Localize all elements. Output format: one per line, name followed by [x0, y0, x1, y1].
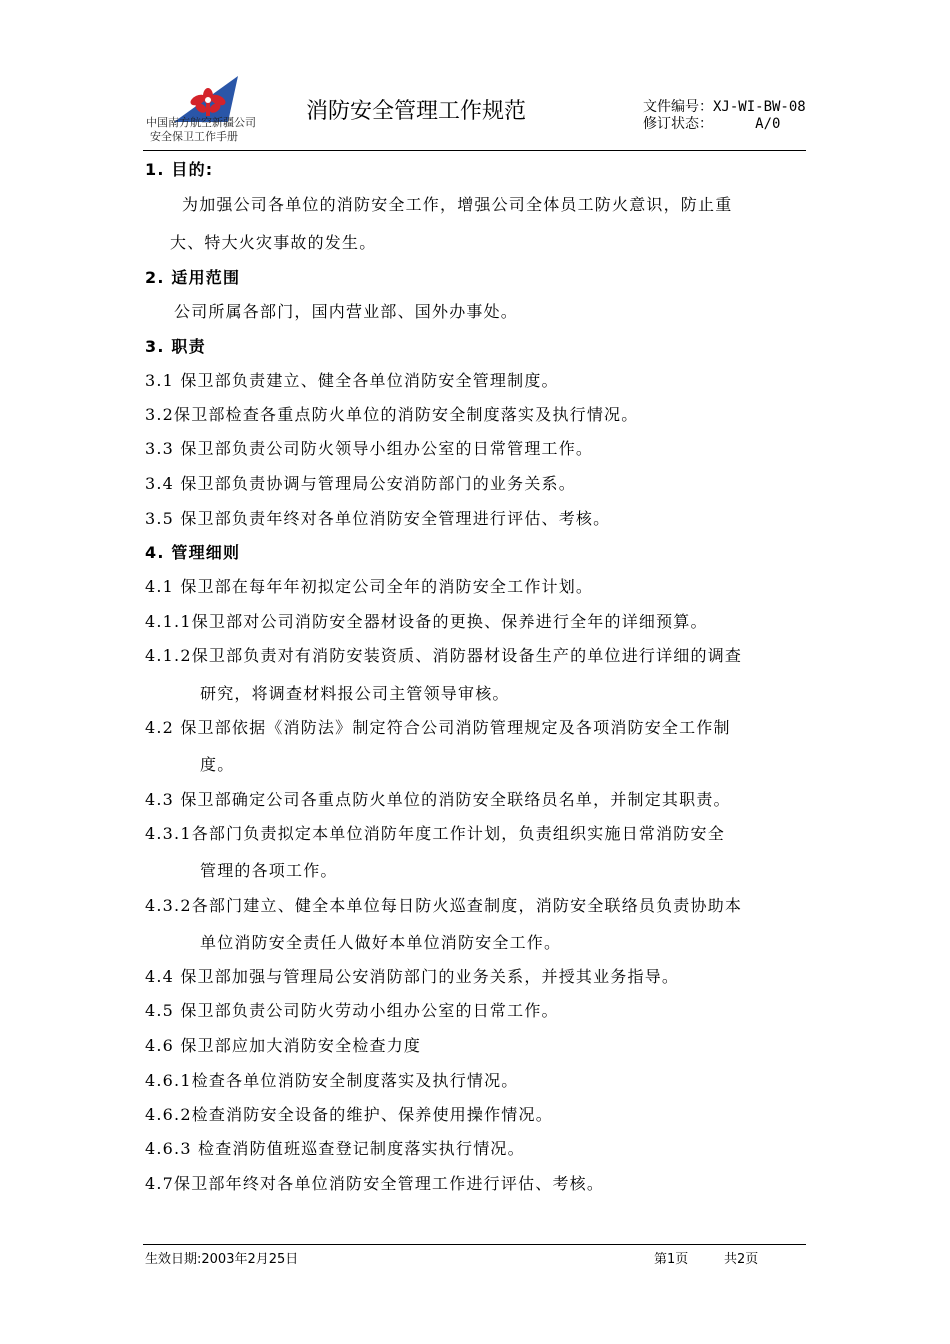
list-item-continuation: 管理的各项工作。: [200, 861, 338, 880]
list-item: 3.1 保卫部负责建立、健全各单位消防安全管理制度。: [145, 371, 559, 390]
list-item: 3.2保卫部检查各重点防火单位的消防安全制度落实及执行情况。: [145, 405, 639, 424]
manual-name: 安全保卫工作手册: [150, 130, 238, 143]
section-4-heading: 4. 管理细则: [145, 543, 241, 562]
effective-date: 生效日期:2003年2月25日: [145, 1252, 299, 1267]
page-number: 第1页: [654, 1252, 689, 1267]
list-item: 4.2 保卫部依据《消防法》制定符合公司消防管理规定及各项消防安全工作制: [145, 718, 731, 737]
header-rule: [143, 150, 806, 151]
paragraph: 大、特大火灾事故的发生。: [170, 233, 377, 252]
revision-status: 修订状态： A/0: [643, 116, 781, 132]
list-item: 4.3 保卫部确定公司各重点防火单位的消防安全联络员名单，并制定其职责。: [145, 790, 731, 809]
section-3-heading: 3. 职责: [145, 337, 206, 356]
list-item: 4.6 保卫部应加大消防安全检查力度: [145, 1036, 422, 1055]
list-item: 4.3.2各部门建立、健全本单位每日防火巡查制度，消防安全联络员负责协助本: [145, 896, 743, 915]
list-item: 4.1.2保卫部负责对有消防安装资质、消防器材设备生产的单位进行详细的调查: [145, 646, 743, 665]
list-item: 4.4 保卫部加强与管理局公安消防部门的业务关系，并授其业务指导。: [145, 967, 680, 986]
paragraph: 公司所属各部门，国内营业部、国外办事处。: [174, 302, 519, 321]
section-1-heading: 1. 目的:: [145, 160, 214, 179]
footer-rule: [143, 1244, 806, 1245]
list-item: 3.3 保卫部负责公司防火领导小组办公室的日常管理工作。: [145, 439, 594, 458]
list-item: 4.1.1保卫部对公司消防安全器材设备的更换、保养进行全年的详细预算。: [145, 612, 708, 631]
list-item-continuation: 度。: [200, 755, 235, 774]
section-2-heading: 2. 适用范围: [145, 268, 241, 287]
page-title: 消防安全管理工作规范: [306, 99, 527, 124]
page-total: 共2页: [724, 1252, 759, 1267]
list-item-continuation: 研究，将调查材料报公司主管领导审核。: [200, 684, 510, 703]
list-item: 4.6.2检查消防安全设备的维护、保养使用操作情况。: [145, 1105, 553, 1124]
list-item: 4.3.1各部门负责拟定本单位消防年度工作计划，负责组织实施日常消防安全: [145, 824, 725, 843]
list-item: 4.6.3 检查消防值班巡查登记制度落实执行情况。: [145, 1139, 525, 1158]
list-item: 4.5 保卫部负责公司防火劳动小组办公室的日常工作。: [145, 1001, 559, 1020]
list-item: 3.4 保卫部负责协调与管理局公安消防部门的业务关系。: [145, 474, 576, 493]
paragraph: 为加强公司各单位的消防安全工作，增强公司全体员工防火意识，防止重: [182, 195, 733, 214]
list-item-continuation: 单位消防安全责任人做好本单位消防安全工作。: [200, 933, 562, 952]
list-item: 4.1 保卫部在每年年初拟定公司全年的消防安全工作计划。: [145, 577, 594, 596]
company-name: 中国南方航空新疆公司: [146, 116, 256, 129]
list-item: 3.5 保卫部负责年终对各单位消防安全管理进行评估、考核。: [145, 509, 611, 528]
document-number: 文件编号：XJ-WI-BW-08: [643, 99, 806, 115]
list-item: 4.7保卫部年终对各单位消防安全管理工作进行评估、考核。: [145, 1174, 605, 1193]
list-item: 4.6.1检查各单位消防安全制度落实及执行情况。: [145, 1071, 519, 1090]
